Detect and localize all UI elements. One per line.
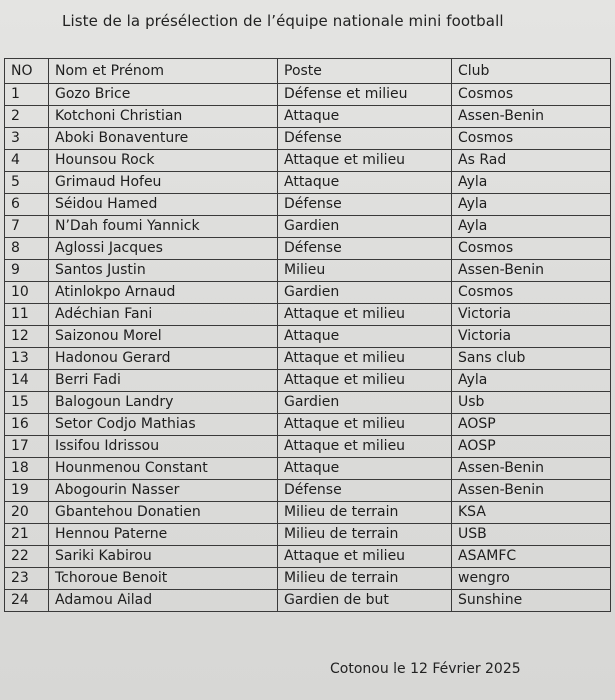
- cell-club: Ayla: [452, 172, 611, 194]
- cell-poste: Défense: [278, 194, 452, 216]
- cell-club: USB: [452, 524, 611, 546]
- cell-no: 12: [5, 326, 49, 348]
- cell-poste: Attaque: [278, 326, 452, 348]
- roster-table: [4, 58, 611, 612]
- cell-name: Adamou Ailad: [49, 590, 278, 612]
- cell-name: Santos Justin: [49, 260, 278, 282]
- table-row: [5, 392, 611, 414]
- cell-name: Setor Codjo Mathias: [49, 414, 278, 436]
- cell-no: 9: [5, 260, 49, 282]
- cell-poste: Milieu: [278, 260, 452, 282]
- cell-club: AOSP: [452, 436, 611, 458]
- cell-no: 10: [5, 282, 49, 304]
- cell-no: 18: [5, 458, 49, 480]
- table-row: [5, 524, 611, 546]
- cell-poste: Attaque et milieu: [278, 370, 452, 392]
- table-row: [5, 150, 611, 172]
- cell-club: Cosmos: [452, 128, 611, 150]
- cell-poste: Attaque: [278, 458, 452, 480]
- cell-name: Balogoun Landry: [49, 392, 278, 414]
- cell-club: Assen-Benin: [452, 480, 611, 502]
- cell-name: Aboki Bonaventure: [49, 128, 278, 150]
- cell-name: Hadonou Gerard: [49, 348, 278, 370]
- cell-no: 19: [5, 480, 49, 502]
- cell-poste: Défense et milieu: [278, 84, 452, 106]
- cell-no: 6: [5, 194, 49, 216]
- cell-poste: Défense: [278, 128, 452, 150]
- cell-club: Assen-Benin: [452, 106, 611, 128]
- cell-name: Saizonou Morel: [49, 326, 278, 348]
- cell-poste: Attaque: [278, 172, 452, 194]
- cell-no: 2: [5, 106, 49, 128]
- cell-no: 1: [5, 84, 49, 106]
- cell-club: KSA: [452, 502, 611, 524]
- cell-club: Cosmos: [452, 282, 611, 304]
- cell-club: Ayla: [452, 194, 611, 216]
- cell-no: 14: [5, 370, 49, 392]
- table-row: [5, 106, 611, 128]
- table-row: [5, 260, 611, 282]
- table-row: [5, 282, 611, 304]
- header-club: Club: [452, 59, 611, 84]
- table-row: [5, 172, 611, 194]
- cell-name: Issifou Idrissou: [49, 436, 278, 458]
- table-row: [5, 458, 611, 480]
- cell-no: 7: [5, 216, 49, 238]
- cell-club: Ayla: [452, 370, 611, 392]
- cell-club: wengro: [452, 568, 611, 590]
- cell-name: Aglossi Jacques: [49, 238, 278, 260]
- cell-poste: Défense: [278, 238, 452, 260]
- cell-poste: Attaque et milieu: [278, 150, 452, 172]
- cell-name: Atinlokpo Arnaud: [49, 282, 278, 304]
- cell-club: As Rad: [452, 150, 611, 172]
- cell-poste: Défense: [278, 480, 452, 502]
- cell-name: Gozo Brice: [49, 84, 278, 106]
- cell-club: Sans club: [452, 348, 611, 370]
- cell-poste: Attaque et milieu: [278, 546, 452, 568]
- cell-name: Séidou Hamed: [49, 194, 278, 216]
- header-no: NO: [5, 59, 49, 84]
- cell-club: Usb: [452, 392, 611, 414]
- cell-no: 15: [5, 392, 49, 414]
- cell-poste: Attaque et milieu: [278, 348, 452, 370]
- cell-no: 20: [5, 502, 49, 524]
- table-row: [5, 238, 611, 260]
- cell-no: 8: [5, 238, 49, 260]
- cell-club: Cosmos: [452, 84, 611, 106]
- document-footer: Cotonou le 12 Février 2025: [330, 661, 521, 677]
- table-row: [5, 84, 611, 106]
- cell-no: 21: [5, 524, 49, 546]
- cell-no: 24: [5, 590, 49, 612]
- cell-name: Hennou Paterne: [49, 524, 278, 546]
- cell-club: Sunshine: [452, 590, 611, 612]
- table-row: [5, 128, 611, 150]
- cell-poste: Attaque et milieu: [278, 304, 452, 326]
- table-row: [5, 414, 611, 436]
- cell-no: 13: [5, 348, 49, 370]
- cell-name: Tchoroue Benoit: [49, 568, 278, 590]
- table-row: [5, 568, 611, 590]
- cell-club: AOSP: [452, 414, 611, 436]
- table-row: [5, 546, 611, 568]
- cell-club: Victoria: [452, 326, 611, 348]
- cell-poste: Milieu de terrain: [278, 502, 452, 524]
- cell-name: N’Dah foumi Yannick: [49, 216, 278, 238]
- table-row: [5, 502, 611, 524]
- cell-name: Kotchoni Christian: [49, 106, 278, 128]
- cell-no: 4: [5, 150, 49, 172]
- cell-name: Hounmenou Constant: [49, 458, 278, 480]
- table-row: [5, 216, 611, 238]
- cell-club: Cosmos: [452, 238, 611, 260]
- cell-poste: Gardien: [278, 392, 452, 414]
- cell-name: Adéchian Fani: [49, 304, 278, 326]
- cell-no: 5: [5, 172, 49, 194]
- document-title: Liste de la présélection de l’équipe nationale mini football: [62, 12, 504, 30]
- cell-name: Hounsou Rock: [49, 150, 278, 172]
- table-row: [5, 304, 611, 326]
- table-row: [5, 326, 611, 348]
- header-poste: Poste: [278, 59, 452, 84]
- cell-poste: Gardien de but: [278, 590, 452, 612]
- cell-name: Grimaud Hofeu: [49, 172, 278, 194]
- cell-name: Sariki Kabirou: [49, 546, 278, 568]
- cell-poste: Attaque et milieu: [278, 436, 452, 458]
- cell-poste: Attaque: [278, 106, 452, 128]
- cell-club: ASAMFC: [452, 546, 611, 568]
- table-header-row: [5, 59, 611, 84]
- cell-no: 16: [5, 414, 49, 436]
- table-row: [5, 370, 611, 392]
- cell-poste: Gardien: [278, 282, 452, 304]
- cell-poste: Milieu de terrain: [278, 568, 452, 590]
- table-row: [5, 348, 611, 370]
- cell-club: Victoria: [452, 304, 611, 326]
- cell-no: 22: [5, 546, 49, 568]
- header-name: Nom et Prénom: [49, 59, 278, 84]
- cell-club: Assen-Benin: [452, 458, 611, 480]
- cell-poste: Attaque et milieu: [278, 414, 452, 436]
- cell-club: Ayla: [452, 216, 611, 238]
- table-row: [5, 194, 611, 216]
- cell-no: 17: [5, 436, 49, 458]
- cell-no: 23: [5, 568, 49, 590]
- table-row: [5, 480, 611, 502]
- cell-poste: Milieu de terrain: [278, 524, 452, 546]
- cell-no: 11: [5, 304, 49, 326]
- cell-name: Berri Fadi: [49, 370, 278, 392]
- roster-body: [5, 84, 611, 612]
- table-row: [5, 590, 611, 612]
- cell-name: Gbantehou Donatien: [49, 502, 278, 524]
- cell-no: 3: [5, 128, 49, 150]
- table-row: [5, 436, 611, 458]
- cell-poste: Gardien: [278, 216, 452, 238]
- cell-name: Abogourin Nasser: [49, 480, 278, 502]
- cell-club: Assen-Benin: [452, 260, 611, 282]
